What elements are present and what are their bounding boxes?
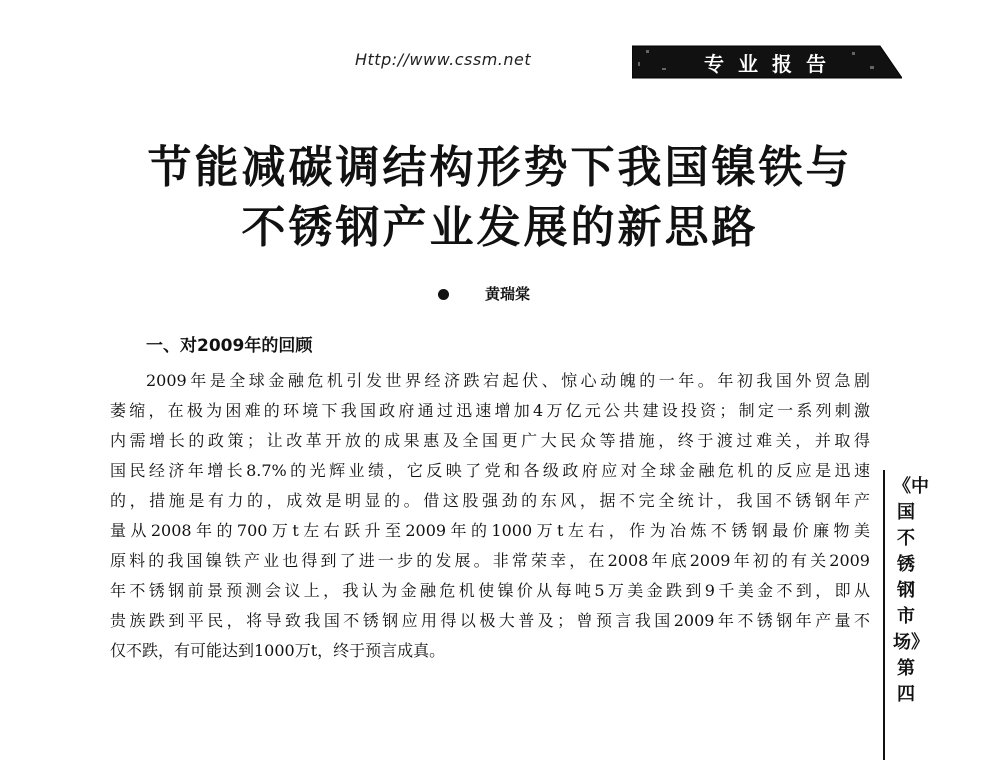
banner-label: 专业报告 [704, 52, 840, 76]
paragraph-line: 国民经济年增长8.7%的光辉业绩，它反映了党和各级政府应对全球金融危机的反应是迅速 [110, 461, 870, 480]
paragraph-line: 仅不跌，有可能达到1000万t，终于预言成真。 [110, 641, 446, 660]
paragraph-line: 量从2008年的700万t左右跃升至2009年的1000万t左右，作为冶炼不锈钢最价廉物美 [110, 521, 870, 540]
paragraph-line: 内需增长的政策；让改革开放的成果惠及全国更广大民众等措施，终于渡过难关，并取得 [110, 431, 870, 450]
header-banner [632, 44, 902, 80]
article-title [0, 138, 1000, 258]
paragraph-line: 年不锈钢前景预测会议上，我认为金融危机使镍价从每吨5万美金跌到9千美金不到，即从 [110, 581, 870, 600]
paragraph-line: 的，措施是有力的，成效是明显的。借这股强劲的东风，据不完全统计，我国不锈钢年产 [110, 491, 870, 510]
paragraph-line: 贵族跌到平民，将导致我国不锈钢应用得以极大普及；曾预言我国2009年不锈钢年产量不 [110, 611, 870, 630]
paragraph-line: 2009年是全球金融危机引发世界经济跌宕起伏、惊心动魄的一年。年初我国外贸急剧 [146, 371, 870, 390]
paragraph-line: 原料的我国镍铁产业也得到了进一步的发展。非常荣幸，在2008年底2009年初的有关2009 [110, 551, 870, 570]
paragraph-line: 萎缩，在极为困难的环境下我国政府通过迅速增加4万亿元公共建设投资；制定一系列刺激 [110, 401, 870, 420]
journal-name-vertical: 《中国不锈钢市场》第四 [893, 476, 929, 705]
header-url: Http://www.cssm.net [355, 50, 532, 69]
section-heading: 一、对2009年的回顾 [146, 336, 313, 356]
sidebar-divider [883, 470, 885, 760]
title-line-2: 不锈钢产业发展的新思路 [241, 202, 759, 253]
title-line-1: 节能减碳调结构形势下我国镍铁与 [147, 142, 853, 193]
author-byline [438, 283, 530, 304]
body-paragraph [110, 366, 870, 666]
bullet-icon [438, 289, 449, 300]
author-name: 黄瑞棠 [485, 285, 531, 303]
